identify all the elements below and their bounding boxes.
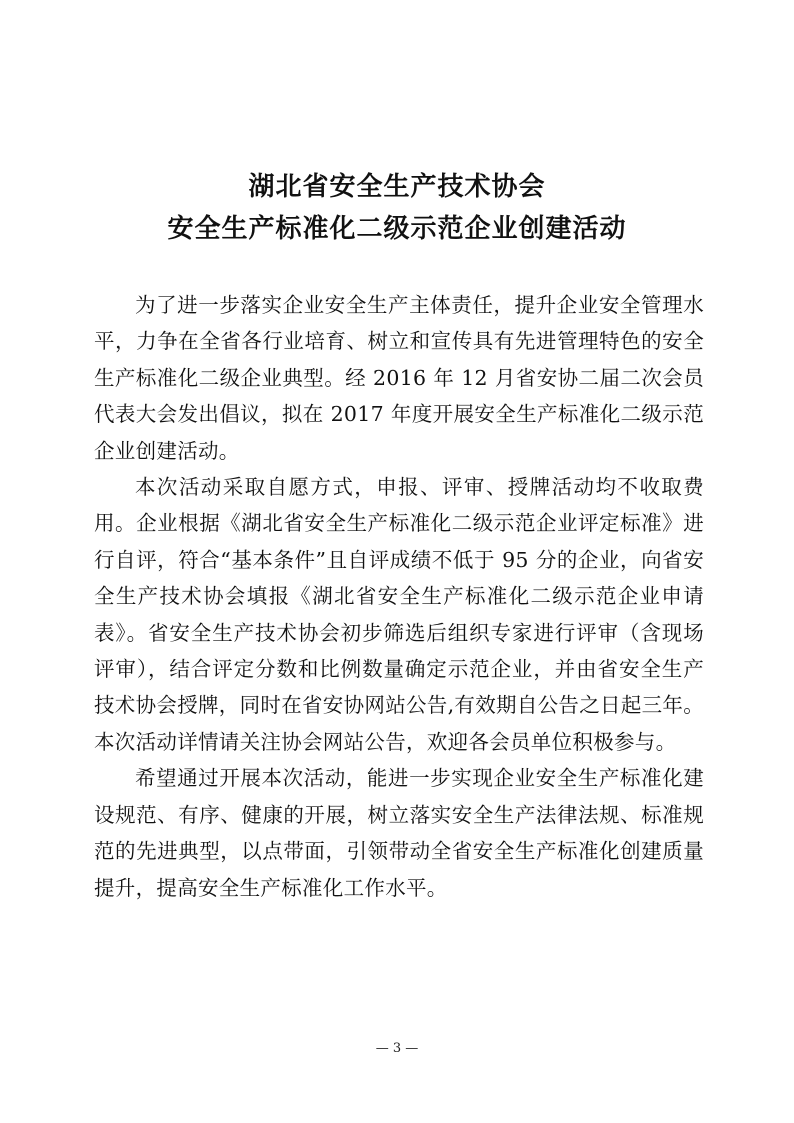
document-title (0, 166, 794, 250)
paragraph-1: 为了进一步落实企业安全生产主体责任，提升企业安全管理水平，力争在全省各行业培育、树立和宣传具有先进管理特色的安全生产标准化二级企业典型。经 2016 年 12 月省安协二届二次会员代表大会发出倡议，拟在 2017 年度开展安全生产标准化二级示范企业创建活动。 (94, 293, 704, 463)
page-number: — 3 — (375, 1041, 419, 1056)
paragraph-3: 希望通过开展本次活动，能进一步实现企业安全生产标准化建设规范、有序、健康的开展，树立落实安全生产法律法规、标准规范的先进典型，以点带面，引领带动全省安全生产标准化创建质量提升，提高安全生产标准化工作水平。 (94, 766, 704, 900)
title-line-2: 安全生产标准化二级示范企业创建活动 (167, 214, 627, 244)
title-line-1: 湖北省安全生产技术协会 (248, 172, 546, 202)
paragraph-2: 本次活动采取自愿方式，申报、评审、授牌活动均不收取费用。企业根据《湖北省安全生产标准化二级示范企业评定标准》进行自评，符合“基本条件”且自评成绩不低于 95 分的企业，向省安全生产技术协会填报《湖北省安全生产标准化二级示范企业申请表》。省安全生产技术协会初步筛选后组织专家进行评审（含现场评审），结合评定分数和比例数量确定示范企业，并由省安全生产技术协会授牌，同时在省安协网站公告,有效期自公告之日起三年。本次活动详情请关注协会网站公告，欢迎各会员单位积极参与。 (94, 475, 705, 754)
document-body (94, 287, 704, 906)
